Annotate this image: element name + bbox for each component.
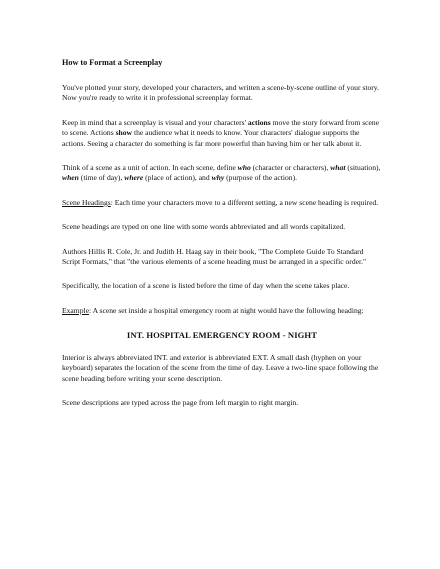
scene-headings-text: : Each time your characters move to a different setting, a new scene heading is required. xyxy=(110,197,379,207)
example-text: : A scene set inside a hospital emergency room at night would have the following heading: xyxy=(89,305,364,315)
unit-text-c: (situation), xyxy=(347,163,381,173)
unit-of-action-paragraph xyxy=(62,163,382,184)
unit-text-b: (character or characters), xyxy=(252,163,329,173)
actions-emphasis: actions xyxy=(247,117,271,127)
visual-text-a: Keep in mind that a screenplay is visual and your characters' xyxy=(62,117,246,127)
where-emphasis: where xyxy=(124,173,144,183)
example-paragraph xyxy=(62,306,382,316)
who-emphasis: who xyxy=(237,163,251,173)
scene-headings-paragraph xyxy=(62,198,382,208)
authors-paragraph: Authors Hillis R. Cole, Jr. and Judith H. Haag say in their book, "The Complete Guide To Standard Script Formats," that "the various elements of a scene heading must be arranged in a specific order." xyxy=(62,246,367,267)
document-title: How to Format a Screenplay xyxy=(62,58,163,67)
abbreviation-paragraph: Interior is always abbreviated INT. and exterior is abbreviated EXT. A small dash (hyphen on your keyboard) separates the location of the scene from the time of day. Leave a two-line space following the scene heading before writing your scene description. xyxy=(62,352,379,383)
unit-text-d: (time of day), xyxy=(80,173,123,183)
unit-text-f: (purpose of the action). xyxy=(226,173,297,183)
location-order-paragraph: Specifically, the location of a scene is listed before the time of day when the scene takes place. xyxy=(62,281,350,291)
unit-text-e: (place of action), and xyxy=(145,173,210,183)
what-emphasis: what xyxy=(330,163,346,173)
scene-description-paragraph: Scene descriptions are typed across the page from left margin to right margin. xyxy=(62,397,299,407)
visual-text-c: the audience what it needs to know. Your characters' dialogue supports the actions. Seeing a character do something is far more powerful than having him or her talk about it. xyxy=(62,128,362,148)
show-emphasis: show xyxy=(115,128,133,138)
unit-text-a: Think of a scene as a unit of action. In each scene, define xyxy=(62,163,236,173)
scene-headings-label: Scene Headings xyxy=(62,197,111,207)
typed-one-line-paragraph: Scene headings are typed on one line with some words abbreviated and all words capitalized. xyxy=(62,222,346,232)
visual-paragraph xyxy=(62,118,382,149)
visual-text-b: move the story forward from scene to scene. Actions xyxy=(62,117,380,138)
example-label: Example xyxy=(62,305,89,315)
intro-paragraph: You've plotted your story, developed your characters, and written a scene-by-scene outline of your story. Now you're ready to write it in professional screenplay format. xyxy=(62,83,379,103)
when-emphasis: when xyxy=(62,173,79,183)
why-emphasis: why xyxy=(211,173,225,183)
scene-heading-example: INT. HOSPITAL EMERGENCY ROOM - NIGHT xyxy=(126,330,318,341)
